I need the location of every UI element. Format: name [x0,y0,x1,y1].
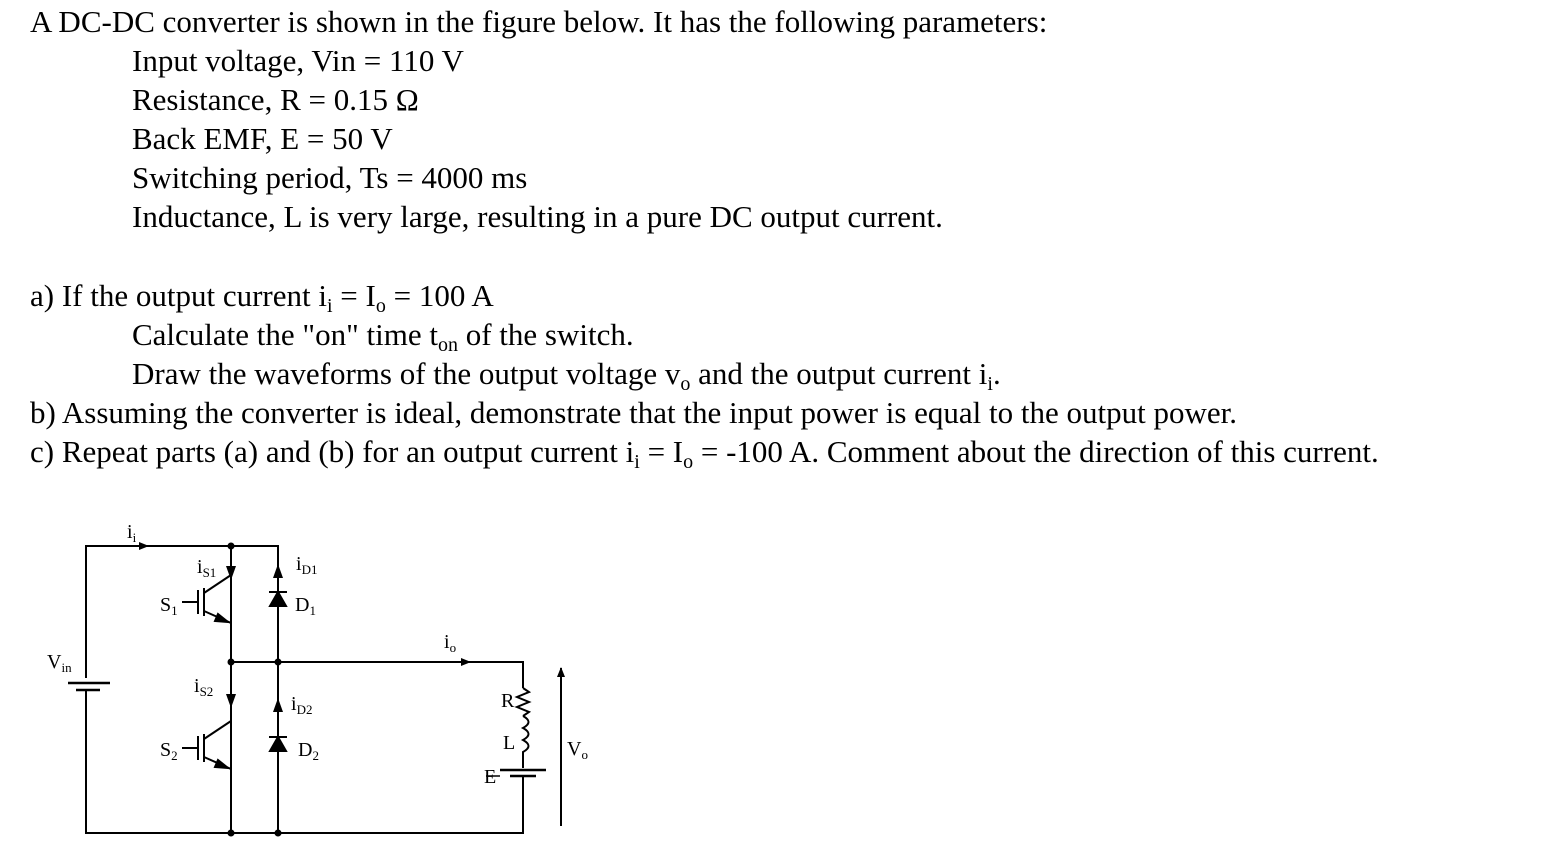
is2-arrow [226,694,236,708]
label-vin: $V_{in}$ [47,651,72,675]
outer-loop-wire [86,546,278,833]
label-id1: $i_{D1}$ [296,553,318,577]
id2-arrow [273,698,283,712]
s1-igbt-symbol [182,575,231,623]
label-is2: $i_{S2}$ [194,675,214,699]
d2-diode-symbol [269,737,287,751]
part-a-calculate: Calculate the "on" time $t_{on}$ of the switch. [132,317,634,356]
param-inductance: Inductance, L is very large, resulting in a pure DC output current. [132,199,943,234]
inductor-symbol [523,716,529,768]
label-is1: $i_{S1}$ [197,556,217,580]
label-d2: $D_2$ [298,739,319,763]
label-s2: $S_2$ [160,739,178,763]
label-id2: $i_{D2}$ [291,693,313,717]
label-r: R [501,690,515,712]
label-ii: $i_i$ [127,521,137,545]
part-b-statement: b) Assuming the converter is ideal, demonstrate that the input power is equal to the output power. [30,395,1238,430]
part-a-draw: Draw the waveforms of the output voltage $v_o$ and the output current $i_i$. [132,356,1001,395]
s2-igbt-symbol [182,721,231,769]
param-input-voltage: Input voltage, Vin = 110 V [132,43,464,78]
param-resistance: Resistance, R = 0.15 Ω [132,82,419,117]
resistor-symbol [517,688,529,716]
label-l: L [503,732,516,754]
label-d1: $D_1$ [295,594,316,618]
part-c-statement: c) Repeat parts (a) and (b) for an output current $i_i = I_o = -100$ A. Comment about the direction of this current. [30,434,1379,473]
part-a-statement: a) If the output current $i_i = I_o = 100$ A [30,278,494,317]
label-vo: $V_o$ [567,738,588,762]
param-switching-period: Switching period, Ts = 4000 ms [132,160,528,195]
param-back-emf: Back EMF, E = 50 V [132,121,393,156]
label-io: $i_o$ [444,631,457,655]
problem-intro: A DC-DC converter is shown in the figure below. It has the following parameters: [30,4,1048,39]
label-e: E [484,766,497,788]
junction-dots [228,543,282,837]
label-s1: $S_1$ [160,594,178,618]
d1-diode-symbol [269,592,287,606]
midpoint-wire [231,662,523,688]
id1-arrow [273,564,283,578]
